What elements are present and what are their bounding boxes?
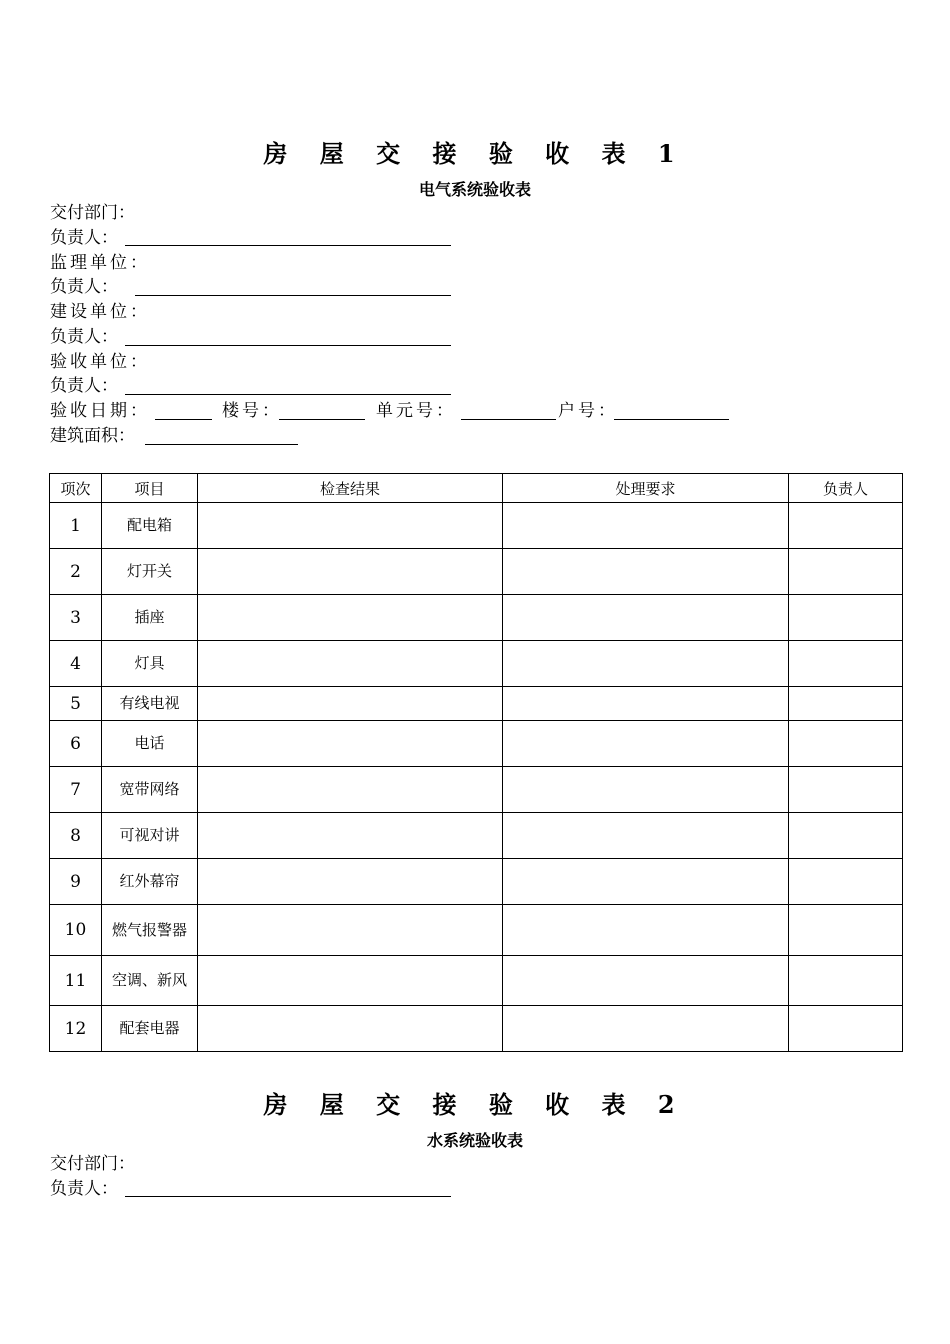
form2-subtitle: 水系统验收表 — [426, 1131, 523, 1150]
row-item: 有线电视 — [102, 687, 198, 721]
form1-delivery-dept-label: 交付部门： — [50, 203, 135, 223]
handling-requirement-cell[interactable] — [503, 687, 789, 721]
form1-floor-area-line[interactable] — [145, 444, 298, 445]
row-number: 6 — [50, 721, 102, 767]
row-number: 7 — [50, 767, 102, 813]
check-result-cell[interactable] — [198, 813, 503, 859]
check-result-cell[interactable] — [198, 687, 503, 721]
handling-requirement-cell[interactable] — [503, 595, 789, 641]
responsible-cell[interactable] — [789, 767, 903, 813]
row-number: 2 — [50, 549, 102, 595]
form1-floor-area-label: 建筑面积： — [50, 426, 135, 446]
row-number: 11 — [50, 956, 102, 1006]
form1-household-no-line[interactable] — [614, 419, 729, 420]
table-row — [50, 813, 903, 859]
handling-requirement-cell[interactable] — [503, 549, 789, 595]
responsible-cell[interactable] — [789, 503, 903, 549]
responsible-cell[interactable] — [789, 1006, 903, 1052]
form1-responsible-line-2[interactable] — [135, 295, 451, 296]
check-result-cell[interactable] — [198, 721, 503, 767]
form2-title: 房 屋 交 接 验 收 表 2 — [263, 1090, 687, 1119]
check-result-cell[interactable] — [198, 767, 503, 813]
table-row — [50, 956, 903, 1006]
handling-requirement-cell[interactable] — [503, 813, 789, 859]
check-result-cell[interactable] — [198, 859, 503, 905]
form1-responsible-label-3: 负责人： — [50, 327, 118, 347]
check-result-cell[interactable] — [198, 641, 503, 687]
responsible-cell[interactable] — [789, 687, 903, 721]
responsible-cell[interactable] — [789, 549, 903, 595]
row-number: 10 — [50, 905, 102, 956]
row-number: 3 — [50, 595, 102, 641]
row-number: 8 — [50, 813, 102, 859]
check-result-cell[interactable] — [198, 956, 503, 1006]
table-row — [50, 549, 903, 595]
form1-unit-no-label: 单元号： — [376, 401, 456, 421]
header-handling-requirement: 处理要求 — [503, 474, 789, 503]
row-item: 可视对讲 — [102, 813, 198, 859]
row-number: 5 — [50, 687, 102, 721]
form1-building-no-label: 楼号： — [222, 401, 282, 421]
responsible-cell[interactable] — [789, 813, 903, 859]
check-result-cell[interactable] — [198, 905, 503, 956]
form1-household-no-label: 户号： — [558, 401, 618, 421]
row-item: 宽带网络 — [102, 767, 198, 813]
row-item: 红外幕帘 — [102, 859, 198, 905]
header-responsible: 负责人 — [789, 474, 903, 503]
table-row — [50, 641, 903, 687]
table-row — [50, 905, 903, 956]
table-row — [50, 503, 903, 549]
form1-subtitle: 电气系统验收表 — [418, 180, 531, 199]
table-row — [50, 595, 903, 641]
form1-responsible-label-4: 负责人： — [50, 376, 118, 396]
check-result-cell[interactable] — [198, 503, 503, 549]
form1-construction-unit-label: 建设单位： — [50, 302, 150, 322]
row-item: 电话 — [102, 721, 198, 767]
form2-responsible-line[interactable] — [125, 1196, 451, 1197]
form1-supervision-unit-label: 监理单位： — [50, 253, 150, 273]
row-item: 配电箱 — [102, 503, 198, 549]
row-item: 插座 — [102, 595, 198, 641]
header-item: 项目 — [102, 474, 198, 503]
table-row — [50, 767, 903, 813]
row-number: 12 — [50, 1006, 102, 1052]
form1-acceptance-date-label: 验收日期： — [50, 401, 150, 421]
form2-delivery-dept-label: 交付部门： — [50, 1154, 135, 1174]
row-item: 配套电器 — [102, 1006, 198, 1052]
header-check-result: 检查结果 — [198, 474, 503, 503]
form1-responsible-line-3[interactable] — [125, 345, 451, 346]
row-item: 灯具 — [102, 641, 198, 687]
row-item: 灯开关 — [102, 549, 198, 595]
responsible-cell[interactable] — [789, 721, 903, 767]
check-result-cell[interactable] — [198, 549, 503, 595]
form1-responsible-line-4[interactable] — [125, 394, 451, 395]
handling-requirement-cell[interactable] — [503, 721, 789, 767]
form1-building-no-line[interactable] — [279, 419, 365, 420]
row-number: 4 — [50, 641, 102, 687]
handling-requirement-cell[interactable] — [503, 905, 789, 956]
form1-responsible-label-2: 负责人： — [50, 277, 118, 297]
responsible-cell[interactable] — [789, 641, 903, 687]
table-row — [50, 859, 903, 905]
handling-requirement-cell[interactable] — [503, 859, 789, 905]
form1-acceptance-unit-label: 验收单位： — [50, 352, 150, 372]
form1-unit-no-line[interactable] — [461, 419, 556, 420]
handling-requirement-cell[interactable] — [503, 1006, 789, 1052]
handling-requirement-cell[interactable] — [503, 956, 789, 1006]
table-row — [50, 687, 903, 721]
form1-title: 房 屋 交 接 验 收 表 1 — [263, 139, 687, 168]
electrical-inspection-table — [49, 473, 903, 1052]
responsible-cell[interactable] — [789, 595, 903, 641]
form1-responsible-label-1: 负责人： — [50, 228, 118, 248]
check-result-cell[interactable] — [198, 595, 503, 641]
check-result-cell[interactable] — [198, 1006, 503, 1052]
form1-acceptance-date-line[interactable] — [155, 419, 212, 420]
handling-requirement-cell[interactable] — [503, 641, 789, 687]
table-header-row — [50, 474, 903, 503]
row-item: 空调、新风 — [102, 956, 198, 1006]
row-number: 9 — [50, 859, 102, 905]
form1-responsible-line-1[interactable] — [125, 245, 451, 246]
table-row — [50, 721, 903, 767]
responsible-cell[interactable] — [789, 956, 903, 1006]
responsible-cell[interactable] — [789, 905, 903, 956]
table-row — [50, 1006, 903, 1052]
responsible-cell[interactable] — [789, 859, 903, 905]
form2-responsible-label: 负责人： — [50, 1179, 118, 1199]
row-item: 燃气报警器 — [102, 905, 198, 956]
row-number: 1 — [50, 503, 102, 549]
handling-requirement-cell[interactable] — [503, 767, 789, 813]
header-item-no: 项次 — [50, 474, 102, 503]
handling-requirement-cell[interactable] — [503, 503, 789, 549]
